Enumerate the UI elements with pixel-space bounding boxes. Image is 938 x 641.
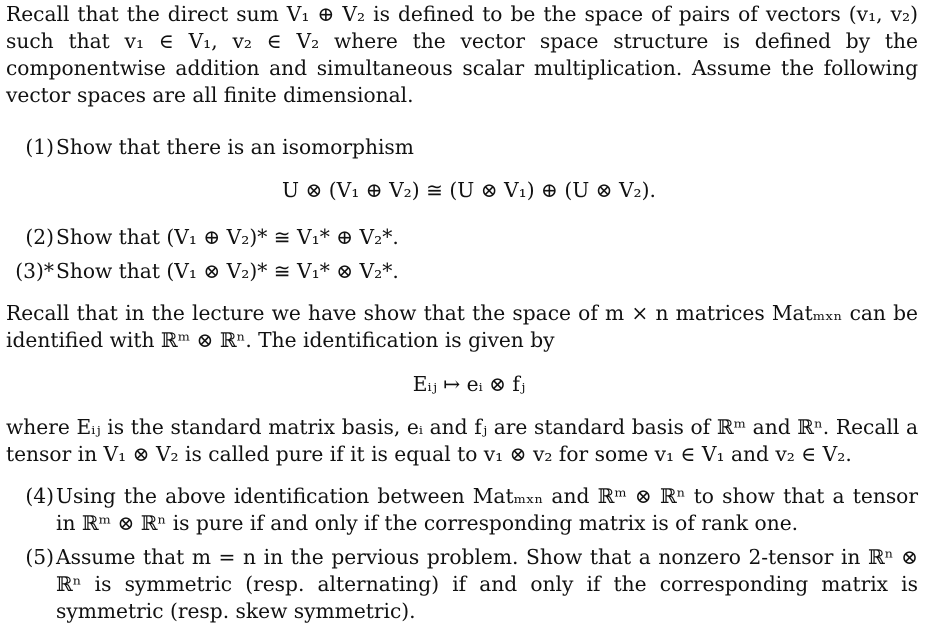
problem-5-number: (5) xyxy=(25,545,54,569)
problem-2-number: (2) xyxy=(25,225,54,249)
isomorphism-equation: U ⊗ (V₁ ⊕ V₂) ≅ (U ⊗ V₁) ⊕ (U ⊗ V₂). xyxy=(282,178,656,202)
problem-1-number: (1) xyxy=(25,135,54,159)
problem-1-text: Show that there is an isomorphism xyxy=(56,135,414,159)
basis-paragraph: where Eᵢⱼ is the standard matrix basis, eᵢ and fⱼ are standard basis of ℝᵐ and ℝⁿ. Recall a tensor in V₁ ⊗ V₂ is called pure if it is equal to v₁ ⊗ v₂ for some v₁ ∈ V₁ and v₂ ∈ V₂. xyxy=(6,415,918,467)
intro-paragraph: Recall that the direct sum V₁ ⊕ V₂ is defined to be the space of pairs of vectors (v₁, v₂) such that v₁ ∈ V₁, v₂ ∈ V₂ where the vector space structure is defined by the componentwise addition and simultaneous scalar multiplication. Assume the following vector spaces are all finite dimensional. xyxy=(6,2,918,108)
lecture-paragraph: Recall that in the lecture we have show that the space of m × n matrices Matₘₓₙ can be identified with ℝᵐ ⊗ ℝⁿ. The identification is given by xyxy=(6,301,918,353)
problem-2-text: Show that (V₁ ⊕ V₂)* ≅ V₁* ⊕ V₂*. xyxy=(56,225,399,249)
problem-5-text: Assume that m = n in the pervious problem. Show that a nonzero 2-tensor in ℝⁿ ⊗ ℝⁿ is symmetric (resp. alternating) if and only if the corresponding matrix is symmetric (resp. skew symmetric). xyxy=(56,545,918,623)
identification-equation: Eᵢⱼ ↦ eᵢ ⊗ fⱼ xyxy=(412,372,526,396)
problem-3-text: Show that (V₁ ⊗ V₂)* ≅ V₁* ⊗ V₂*. xyxy=(56,259,399,283)
problem-3-number: (3)* xyxy=(15,259,54,283)
problem-4-number: (4) xyxy=(25,484,54,508)
problem-4-text: Using the above identification between Matₘₓₙ and ℝᵐ ⊗ ℝⁿ to show that a tensor in ℝᵐ ⊗ ℝⁿ is pure if and only if the corresponding matrix is of rank one. xyxy=(56,484,918,535)
